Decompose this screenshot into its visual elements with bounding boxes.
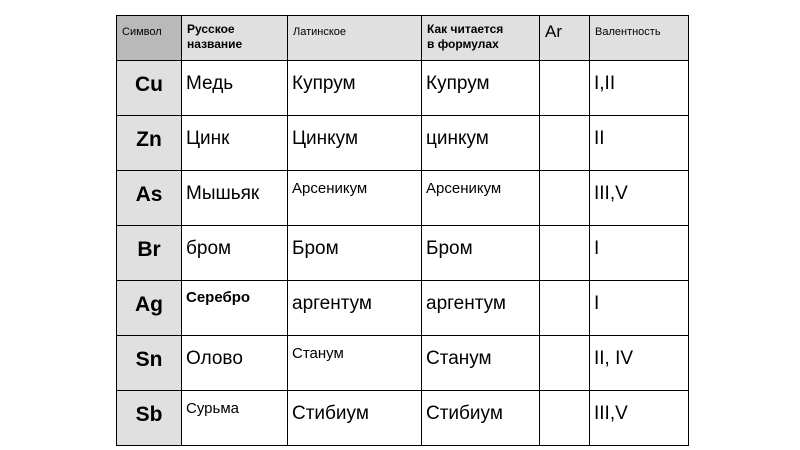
- table-row-ag: [117, 281, 689, 336]
- cell-latin: Арсеникум: [288, 171, 422, 226]
- table-row-zn: [117, 116, 689, 171]
- cell-symbol: As: [117, 171, 182, 226]
- header-reading-line1: Как читается: [427, 22, 504, 36]
- cell-russian: Медь: [182, 61, 288, 116]
- table-row-as: [117, 171, 689, 226]
- cell-valence: I: [590, 226, 689, 281]
- cell-russian: Серебро: [182, 281, 288, 336]
- header-russian-name-line2: название: [187, 37, 243, 51]
- cell-latin: Станум: [288, 336, 422, 391]
- cell-latin: аргентум: [288, 281, 422, 336]
- table-header-row: [117, 16, 689, 61]
- header-russian-name: [182, 16, 288, 61]
- cell-valence: II: [590, 116, 689, 171]
- cell-valence: III,V: [590, 391, 689, 446]
- table-row-br: [117, 226, 689, 281]
- cell-latin: Купрум: [288, 61, 422, 116]
- cell-symbol: Br: [117, 226, 182, 281]
- cell-ar: [540, 116, 590, 171]
- cell-reading: цинкум: [422, 116, 540, 171]
- cell-latin: Цинкум: [288, 116, 422, 171]
- header-latin: Латинское: [288, 16, 422, 61]
- cell-symbol: Sb: [117, 391, 182, 446]
- cell-russian: Олово: [182, 336, 288, 391]
- header-russian-name-line1: Русское: [187, 22, 235, 36]
- header-valence: Валентность: [590, 16, 689, 61]
- cell-reading: Стибиум: [422, 391, 540, 446]
- cell-ar: [540, 281, 590, 336]
- cell-ar: [540, 226, 590, 281]
- cell-reading: Купрум: [422, 61, 540, 116]
- cell-latin: Стибиум: [288, 391, 422, 446]
- cell-valence: II, IV: [590, 336, 689, 391]
- elements-table-container: [116, 15, 688, 446]
- cell-ar: [540, 61, 590, 116]
- header-symbol: Символ: [117, 16, 182, 61]
- cell-latin: Бром: [288, 226, 422, 281]
- cell-ar: [540, 391, 590, 446]
- header-reading: [422, 16, 540, 61]
- table-row-cu: [117, 61, 689, 116]
- cell-valence: I: [590, 281, 689, 336]
- cell-reading: Бром: [422, 226, 540, 281]
- cell-symbol: Sn: [117, 336, 182, 391]
- cell-symbol: Zn: [117, 116, 182, 171]
- cell-russian: Цинк: [182, 116, 288, 171]
- cell-reading: Станум: [422, 336, 540, 391]
- cell-ar: [540, 336, 590, 391]
- header-ar: Ar: [540, 16, 590, 61]
- cell-russian: бром: [182, 226, 288, 281]
- cell-valence: I,II: [590, 61, 689, 116]
- cell-reading: аргентум: [422, 281, 540, 336]
- elements-table: [116, 15, 689, 446]
- cell-russian: Мышьяк: [182, 171, 288, 226]
- cell-russian: Сурьма: [182, 391, 288, 446]
- cell-symbol: Ag: [117, 281, 182, 336]
- cell-valence: III,V: [590, 171, 689, 226]
- header-reading-line2: в формулах: [427, 37, 499, 51]
- cell-reading: Арсеникум: [422, 171, 540, 226]
- table-row-sb: [117, 391, 689, 446]
- cell-ar: [540, 171, 590, 226]
- cell-symbol: Cu: [117, 61, 182, 116]
- table-row-sn: [117, 336, 689, 391]
